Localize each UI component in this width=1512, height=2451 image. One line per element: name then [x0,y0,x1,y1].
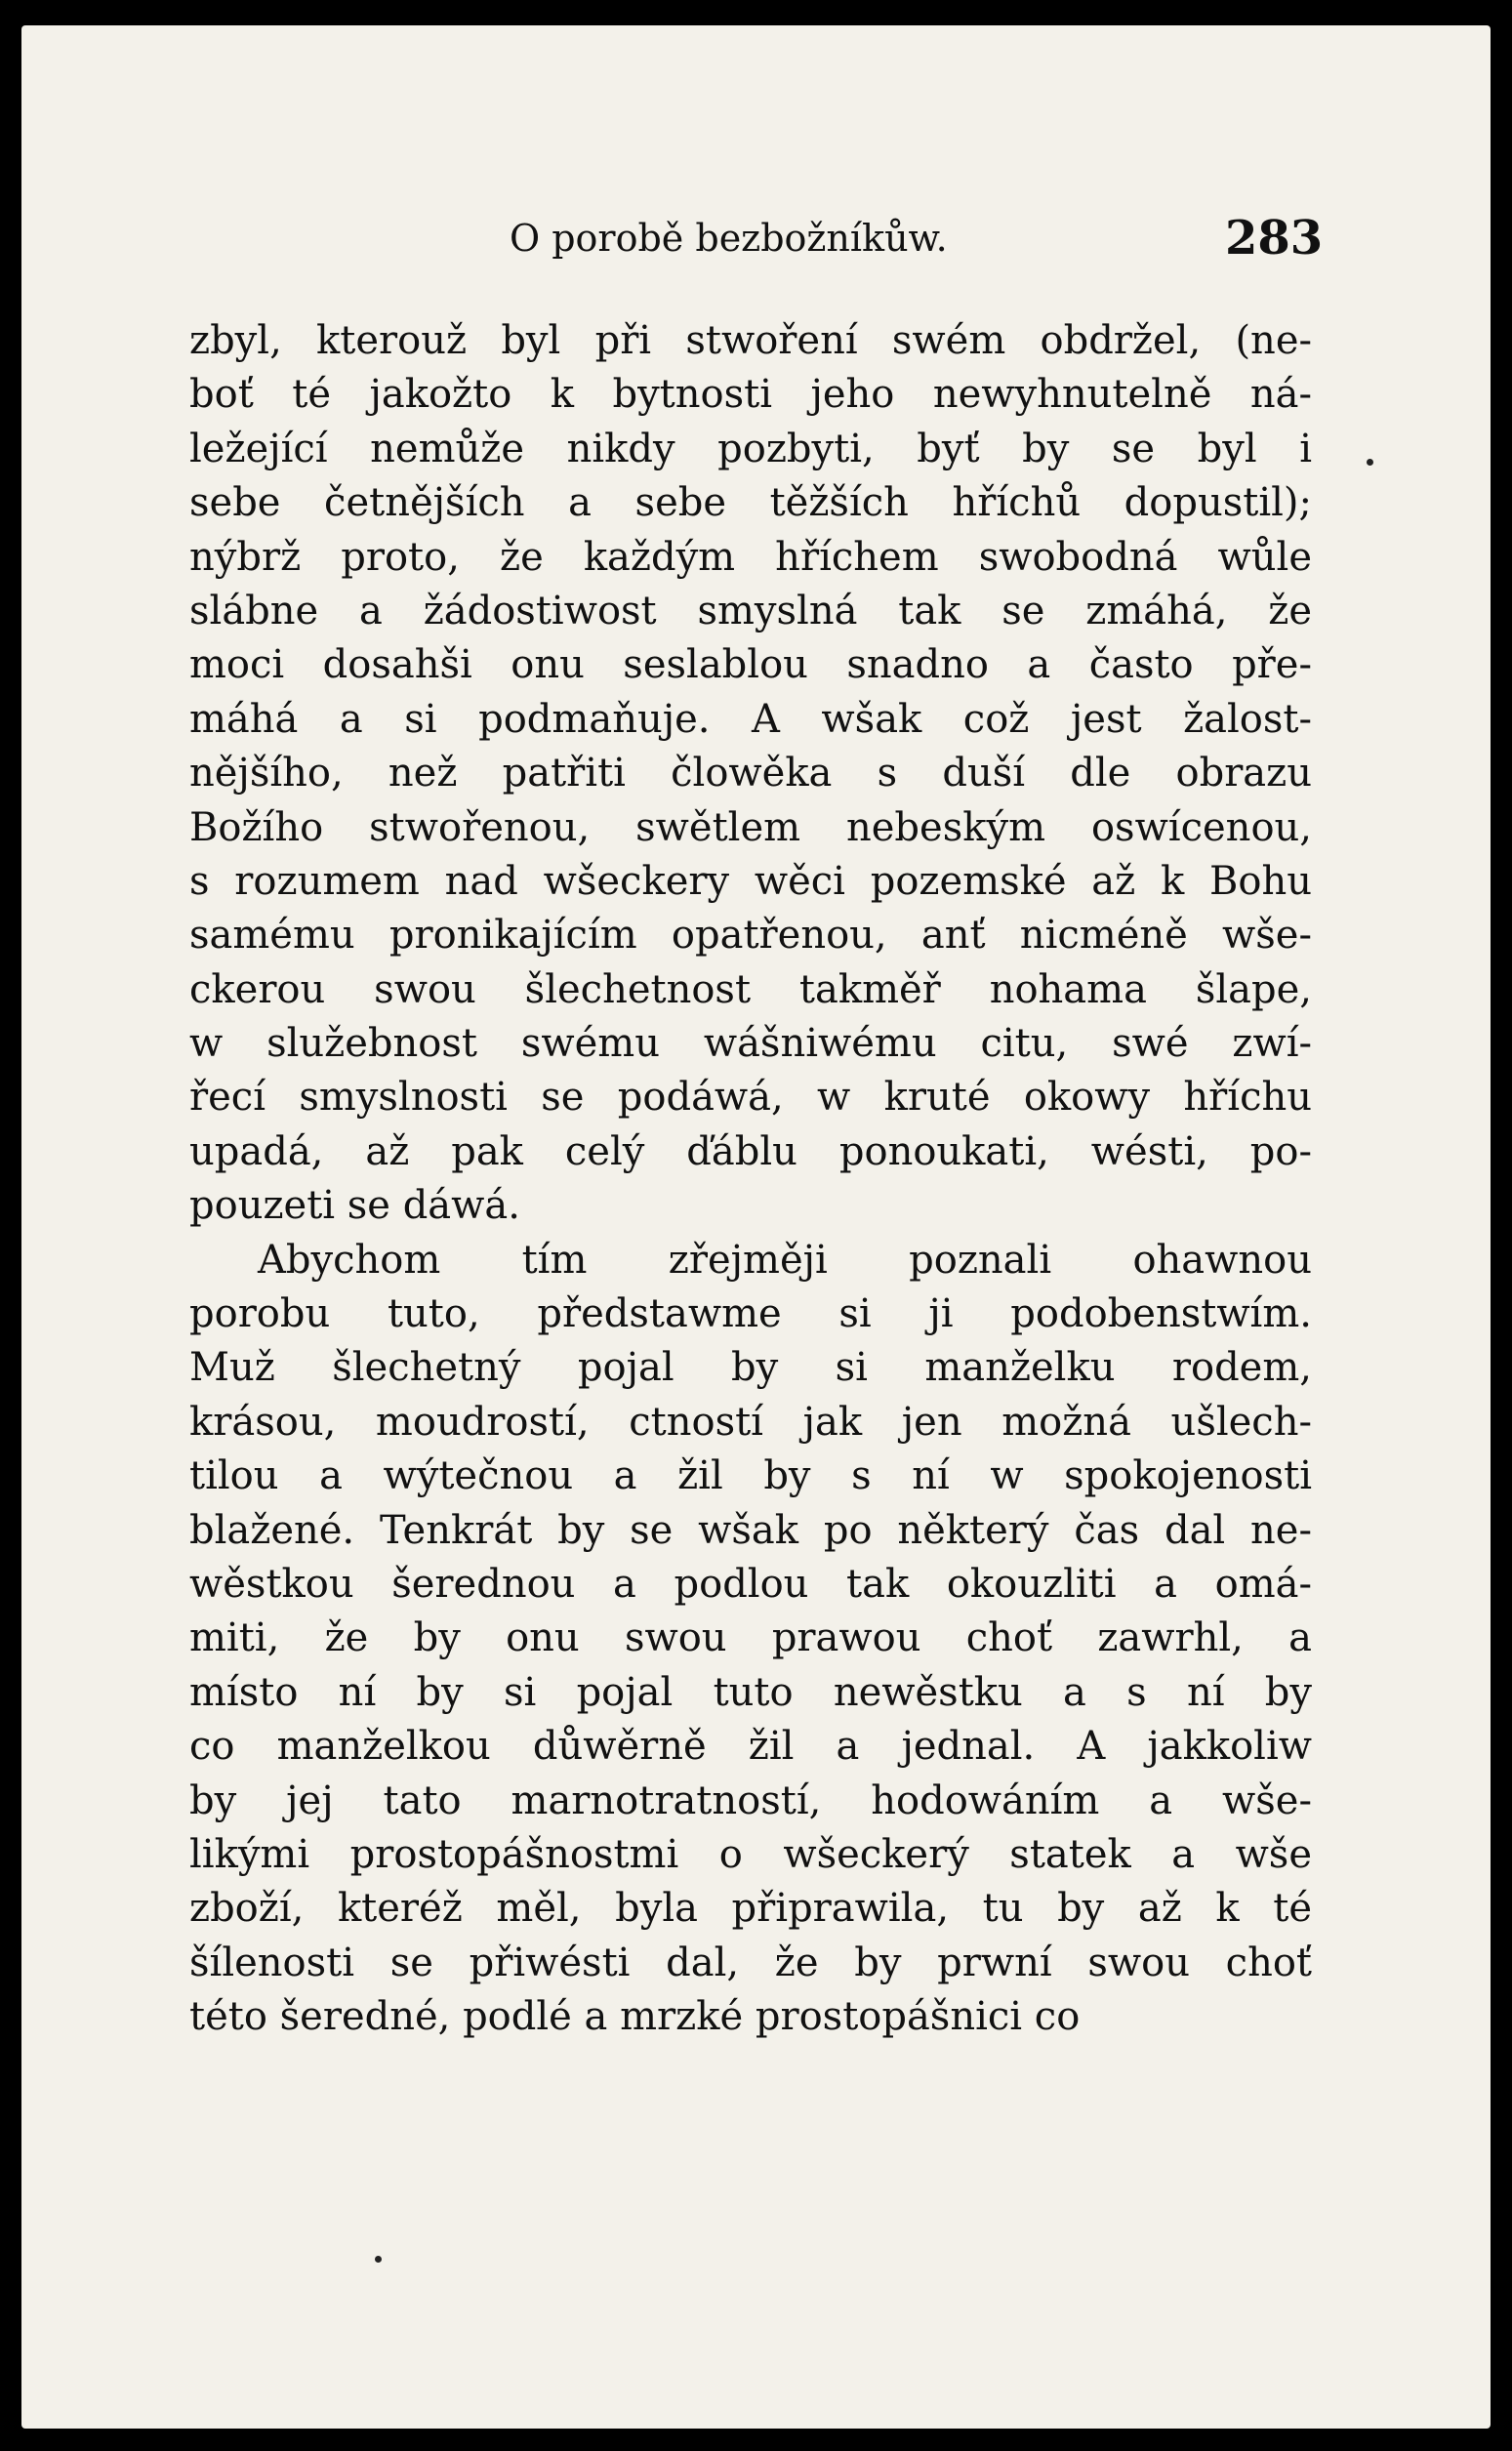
text-line: likými prostopášnostmi o wšeckerý statek a wše [189,1831,1312,1877]
text-line: co manželkou důwěrně žil a jednal. A jakkoliw [189,1724,1312,1770]
text-line: Božího stwořenou, swětlem nebeským oswícenou, [189,804,1312,850]
text-line: máhá a si podmaňuje. A wšak což jest žalost- [189,696,1312,742]
text-line: moci dosahši onu seslablou snadno a často pře- [189,642,1312,688]
text-line: sebe četnějších a sebe těžších hříchů dopustil); [189,480,1312,526]
text-line: šílenosti se přiwésti dal, že by prwní swou choť [189,1940,1312,1985]
text-line: místo ní by si pojal tuto newěstku a s ní by [189,1669,1312,1715]
text-line: pouzeti se dáwá. [189,1183,520,1229]
text-line: této šeredné, podlé a mrzké prostopášnici co [189,1994,1081,2040]
text-line: porobu tuto, předstawme si ji podobenstwím. [189,1291,1312,1337]
text-line: ležející nemůže nikdy pozbyti, byť by se byl i [189,426,1312,471]
text-line: samému pronikajícím opatřenou, anť nicméně wše- [189,913,1312,959]
text-line: miti, že by onu swou prawou choť zawrhl, a [189,1615,1312,1661]
paragraph-2 [189,1234,1312,2045]
text-line: boť té jakožto k bytnosti jeho newyhnutelně ná- [189,372,1312,418]
text-line: krásou, moudrostí, ctností jak jen možná ušlech- [189,1399,1312,1445]
paragraph-1 [189,314,1312,1234]
text-line: Abychom tím zřejměji poznali ohawnou [258,1237,1312,1283]
text-line: w služebnost swému wášniwému citu, swé zwí- [189,1021,1312,1067]
text-line: nějšího, než patřiti člowěka s duší dle obrazu [189,751,1312,797]
text-line: s rozumem nad wšeckery wěci pozemské až k Bohu [189,858,1312,904]
text-line: zbyl, kterouž byl při stwoření swém obdržel, (ne- [189,318,1312,363]
paper-speck [375,2256,382,2263]
text-line: zboží, kteréž měl, byla připrawila, tu by až k té [189,1886,1312,1932]
body-text [189,314,1312,2045]
text-line: by jej tato marnotratností, hodowáním a wše- [189,1777,1312,1823]
text-line: slábne a žádostiwost smyslná tak se zmáhá, že [189,588,1312,633]
text-line: upadá, až pak celý ďáblu ponoukati, wésti, po- [189,1128,1312,1174]
text-line: nýbrž proto, že každým hříchem swobodná wůle [189,534,1312,580]
text-line: wěstkou šerednou a podlou tak okouzliti a omá- [189,1561,1312,1607]
text-line: Muž šlechetný pojal by si manželku rodem, [189,1345,1312,1391]
text-line: ckerou swou šlechetnost takměř nohama šlape, [189,966,1312,1012]
paper-speck [1367,459,1373,466]
text-line: blažené. Tenkrát by se wšak po některý čas dal ne- [189,1507,1312,1553]
book-page [21,25,1491,2429]
page-number: 283 [1225,211,1324,266]
running-title: O porobě bezbožníkůw. [510,217,948,260]
text-line: tilou a wýtečnou a žil by s ní w spokojenosti [189,1453,1312,1499]
page-header [21,211,1491,275]
text-line: řecí smyslnosti se podáwá, w kruté okowy hříchu [189,1075,1312,1121]
